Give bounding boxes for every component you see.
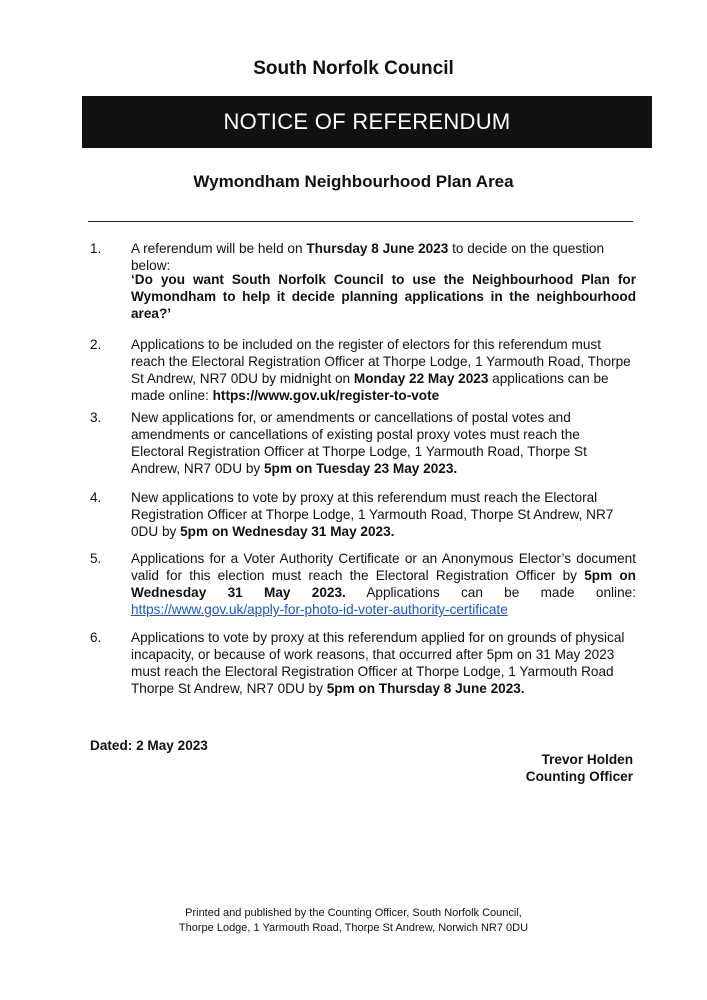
item-text: A referendum will be held on Thursday 8 June 2023 to decide on the question below: (131, 241, 605, 273)
signatory-role: Counting Officer (525, 769, 633, 784)
item-text: Applications to be included on the register of electors for this referendum must reach the Electoral Registration Officer at Thorpe Lodge, 1 Yarmouth Road, Thorpe St Andrew, NR7 0DU by midnight on Monday 22 May 2023 applications can be made online: https://www.gov.uk/register-to-vote (131, 337, 631, 403)
item-number: 1. (90, 241, 102, 256)
voter-authority-link[interactable]: https://www.gov.uk/apply-for-photo-id-voter-authority-certificate (131, 602, 508, 617)
footer-line-2: Thorpe Lodge, 1 Yarmouth Road, Thorpe St Andrew, Norwich NR7 0DU (178, 922, 529, 934)
item-number: 6. (90, 630, 102, 645)
item-text: Applications to vote by proxy at this referendum applied for on grounds of physical incapacity, or because of work reasons, that occurred after 5pm on 31 May 2023 must reach the Electoral Registration Officer at Thorpe Lodge, 1 Yarmouth Road Thorpe St Andrew, NR7 0DU by 5pm on Thursday 8 June 2023. (131, 630, 625, 696)
signature-block (526, 751, 633, 785)
plan-area-title: Wymondham Neighbourhood Plan Area (193, 172, 514, 191)
item-number: 4. (90, 490, 102, 505)
imprint-footer (0, 906, 707, 936)
divider (88, 221, 633, 222)
council-name: South Norfolk Council (253, 58, 454, 79)
footer-line-1: Printed and published by the Counting Officer, South Norfolk Council, (185, 907, 522, 919)
item-text: Applications for a Voter Authority Certificate or an Anonymous Elector’s document valid for this election must reach the Electoral Registration Officer by 5pm on Wednesday 31 May 2023. Applications can be made online: (131, 551, 636, 600)
dated-line: Dated: 2 May 2023 (90, 738, 208, 753)
referendum-question: ‘Do you want South Norfolk Council to use the Neighbourhood Plan for Wymondham to help it decide planning applications in the neighbourhood area?’ (131, 272, 636, 321)
item-text: New applications to vote by proxy at this referendum must reach the Electoral Registration Officer at Thorpe Lodge, 1 Yarmouth Road, Thorpe St Andrew, NR7 0DU by 5pm on Wednesday 31 May 2023. (131, 490, 614, 539)
item-number: 5. (90, 551, 102, 566)
signatory-name: Trevor Holden (541, 752, 633, 767)
item-number: 3. (90, 410, 102, 425)
item-number: 2. (90, 337, 102, 352)
notice-banner: NOTICE OF REFERENDUM (82, 96, 652, 148)
item-text: New applications for, or amendments or cancellations of postal votes and amendments or cancellations of existing postal proxy votes must reach the Electoral Registration Officer at Thorpe Lodge, 1 Yarmouth Road, Thorpe St Andrew, NR7 0DU by 5pm on Tuesday 23 May 2023. (131, 410, 587, 476)
